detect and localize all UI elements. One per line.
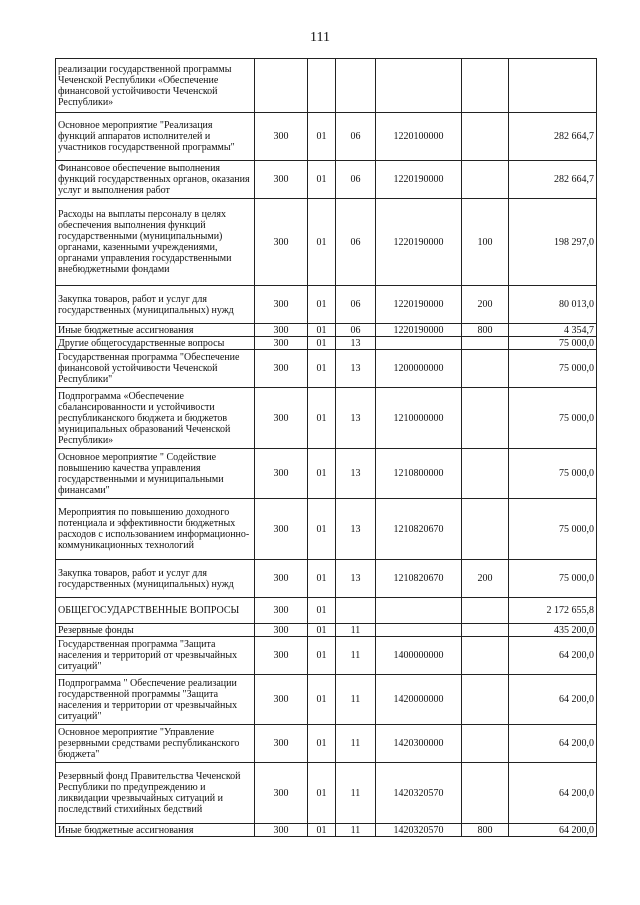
row-subsection: 11 [336, 675, 376, 725]
row-amount: 80 013,0 [509, 286, 597, 324]
table-row [56, 725, 597, 763]
row-subsection: 06 [336, 286, 376, 324]
row-target-article: 1220190000 [376, 324, 462, 337]
row-name: Основное мероприятие "Реализация функций аппаратов исполнителей и участников государственной программы" [56, 113, 255, 161]
row-section: 01 [308, 824, 336, 837]
row-ved: 300 [255, 449, 308, 499]
row-subsection: 11 [336, 824, 376, 837]
table-row [56, 637, 597, 675]
row-expense-type [462, 337, 509, 350]
row-section: 01 [308, 560, 336, 598]
row-amount: 282 664,7 [509, 161, 597, 199]
row-ved [255, 59, 308, 113]
row-target-article [376, 337, 462, 350]
row-amount: 64 200,0 [509, 725, 597, 763]
table-row [56, 824, 597, 837]
row-ved: 300 [255, 598, 308, 624]
row-expense-type [462, 598, 509, 624]
row-target-article: 1210820670 [376, 560, 462, 598]
table-row [56, 388, 597, 449]
row-subsection: 06 [336, 324, 376, 337]
table-row [56, 324, 597, 337]
table-row [56, 286, 597, 324]
row-name: Подпрограмма «Обеспечение сбалансированности и устойчивости республиканского бюджета и бюджетов муниципальных образований Чеченской Республики» [56, 388, 255, 449]
row-ved: 300 [255, 286, 308, 324]
row-subsection: 06 [336, 161, 376, 199]
budget-table [55, 58, 597, 837]
row-ved: 300 [255, 337, 308, 350]
row-subsection: 11 [336, 637, 376, 675]
row-target-article [376, 598, 462, 624]
row-ved: 300 [255, 624, 308, 637]
row-amount: 198 297,0 [509, 199, 597, 286]
row-target-article: 1220190000 [376, 286, 462, 324]
row-subsection: 13 [336, 337, 376, 350]
row-expense-type [462, 675, 509, 725]
row-section: 01 [308, 675, 336, 725]
row-section: 01 [308, 763, 336, 824]
table-row [56, 624, 597, 637]
row-name: Государственная программа "Обеспечение финансовой устойчивости Чеченской Республики" [56, 350, 255, 388]
row-section: 01 [308, 113, 336, 161]
row-target-article [376, 624, 462, 637]
row-amount: 75 000,0 [509, 499, 597, 560]
row-amount: 64 200,0 [509, 763, 597, 824]
row-section [308, 59, 336, 113]
row-subsection: 13 [336, 388, 376, 449]
table-row [56, 113, 597, 161]
row-name: Резервный фонд Правительства Чеченской Республики по предупреждению и ликвидации чрезвычайных ситуаций и последствий стихийных бедствий [56, 763, 255, 824]
row-target-article: 1220190000 [376, 199, 462, 286]
table-row [56, 675, 597, 725]
row-subsection: 13 [336, 350, 376, 388]
row-name: Финансовое обеспечение выполнения функций государственных органов, оказания услуг и выполнения работ [56, 161, 255, 199]
row-expense-type [462, 161, 509, 199]
row-expense-type [462, 350, 509, 388]
table-row [56, 337, 597, 350]
row-name: Резервные фонды [56, 624, 255, 637]
row-expense-type: 200 [462, 286, 509, 324]
table-row [56, 350, 597, 388]
row-section: 01 [308, 324, 336, 337]
row-ved: 300 [255, 324, 308, 337]
row-section: 01 [308, 286, 336, 324]
row-expense-type [462, 499, 509, 560]
row-section: 01 [308, 199, 336, 286]
row-name: Расходы на выплаты персоналу в целях обеспечения выполнения функций государственными (муниципальными) органами, казенными учреждениями, органами управления государственными внебюджетными фондами [56, 199, 255, 286]
row-section: 01 [308, 350, 336, 388]
page-number: 111 [310, 30, 330, 45]
row-expense-type: 800 [462, 324, 509, 337]
table-row [56, 499, 597, 560]
row-amount: 75 000,0 [509, 560, 597, 598]
row-amount: 282 664,7 [509, 113, 597, 161]
row-amount [509, 59, 597, 113]
row-name: реализации государственной программы Чеченской Республики «Обеспечение финансовой устойчивости Чеченской Республики» [56, 59, 255, 113]
table-row [56, 161, 597, 199]
row-ved: 300 [255, 763, 308, 824]
table-row [56, 449, 597, 499]
row-ved: 300 [255, 725, 308, 763]
row-target-article: 1210000000 [376, 388, 462, 449]
row-amount: 64 200,0 [509, 637, 597, 675]
table-row [56, 59, 597, 113]
row-expense-type [462, 725, 509, 763]
row-target-article: 1220100000 [376, 113, 462, 161]
table-row [56, 560, 597, 598]
row-subsection [336, 598, 376, 624]
row-name: Закупка товаров, работ и услуг для государственных (муниципальных) нужд [56, 286, 255, 324]
row-subsection [336, 59, 376, 113]
row-ved: 300 [255, 637, 308, 675]
row-ved: 300 [255, 113, 308, 161]
row-amount: 75 000,0 [509, 388, 597, 449]
row-amount: 75 000,0 [509, 337, 597, 350]
row-name: Иные бюджетные ассигнования [56, 324, 255, 337]
row-ved: 300 [255, 388, 308, 449]
row-target-article: 1220190000 [376, 161, 462, 199]
row-subsection: 13 [336, 499, 376, 560]
row-target-article: 1200000000 [376, 350, 462, 388]
row-subsection: 13 [336, 560, 376, 598]
row-section: 01 [308, 637, 336, 675]
table-row [56, 199, 597, 286]
row-expense-type: 200 [462, 560, 509, 598]
row-name: Основное мероприятие "Управление резервными средствами республиканского бюджета" [56, 725, 255, 763]
row-expense-type [462, 388, 509, 449]
row-section: 01 [308, 161, 336, 199]
row-expense-type [462, 59, 509, 113]
row-amount: 4 354,7 [509, 324, 597, 337]
row-section: 01 [308, 499, 336, 560]
row-amount: 64 200,0 [509, 824, 597, 837]
row-ved: 300 [255, 161, 308, 199]
row-amount: 75 000,0 [509, 449, 597, 499]
row-ved: 300 [255, 199, 308, 286]
row-expense-type [462, 113, 509, 161]
row-section: 01 [308, 337, 336, 350]
row-ved: 300 [255, 560, 308, 598]
row-target-article: 1420320570 [376, 763, 462, 824]
row-amount: 435 200,0 [509, 624, 597, 637]
row-section: 01 [308, 624, 336, 637]
row-expense-type [462, 624, 509, 637]
row-name: Государственная программа "Защита населения и территорий от чрезвычайных ситуаций" [56, 637, 255, 675]
row-target-article: 1420000000 [376, 675, 462, 725]
table-row [56, 763, 597, 824]
row-name: Подпрограмма " Обеспечение реализации государственной программы "Защита населения и территории от чрезвычайных ситуаций" [56, 675, 255, 725]
row-target-article [376, 59, 462, 113]
row-subsection: 13 [336, 449, 376, 499]
row-subsection: 06 [336, 113, 376, 161]
row-amount: 64 200,0 [509, 675, 597, 725]
row-ved: 300 [255, 350, 308, 388]
row-target-article: 1420300000 [376, 725, 462, 763]
row-expense-type [462, 637, 509, 675]
row-expense-type: 100 [462, 199, 509, 286]
row-expense-type [462, 449, 509, 499]
row-subsection: 11 [336, 624, 376, 637]
row-name: ОБЩЕГОСУДАРСТВЕННЫЕ ВОПРОСЫ [56, 598, 255, 624]
row-ved: 300 [255, 824, 308, 837]
row-name: Закупка товаров, работ и услуг для государственных (муниципальных) нужд [56, 560, 255, 598]
row-subsection: 11 [336, 763, 376, 824]
row-ved: 300 [255, 675, 308, 725]
row-target-article: 1210800000 [376, 449, 462, 499]
row-name: Основное мероприятие " Содействие повышению качества управления государственными и муниципальными финансами" [56, 449, 255, 499]
table-row [56, 598, 597, 624]
row-expense-type [462, 763, 509, 824]
row-expense-type: 800 [462, 824, 509, 837]
row-target-article: 1420320570 [376, 824, 462, 837]
row-subsection: 06 [336, 199, 376, 286]
budget-table-body [56, 59, 597, 837]
row-amount: 75 000,0 [509, 350, 597, 388]
row-section: 01 [308, 598, 336, 624]
row-section: 01 [308, 449, 336, 499]
row-subsection: 11 [336, 725, 376, 763]
row-name: Мероприятия по повышению доходного потенциала и эффективности бюджетных расходов с использованием информационно-коммуникационных технологий [56, 499, 255, 560]
row-section: 01 [308, 388, 336, 449]
row-amount: 2 172 655,8 [509, 598, 597, 624]
row-section: 01 [308, 725, 336, 763]
row-name: Иные бюджетные ассигнования [56, 824, 255, 837]
row-target-article: 1210820670 [376, 499, 462, 560]
row-ved: 300 [255, 499, 308, 560]
row-target-article: 1400000000 [376, 637, 462, 675]
row-name: Другие общегосударственные вопросы [56, 337, 255, 350]
